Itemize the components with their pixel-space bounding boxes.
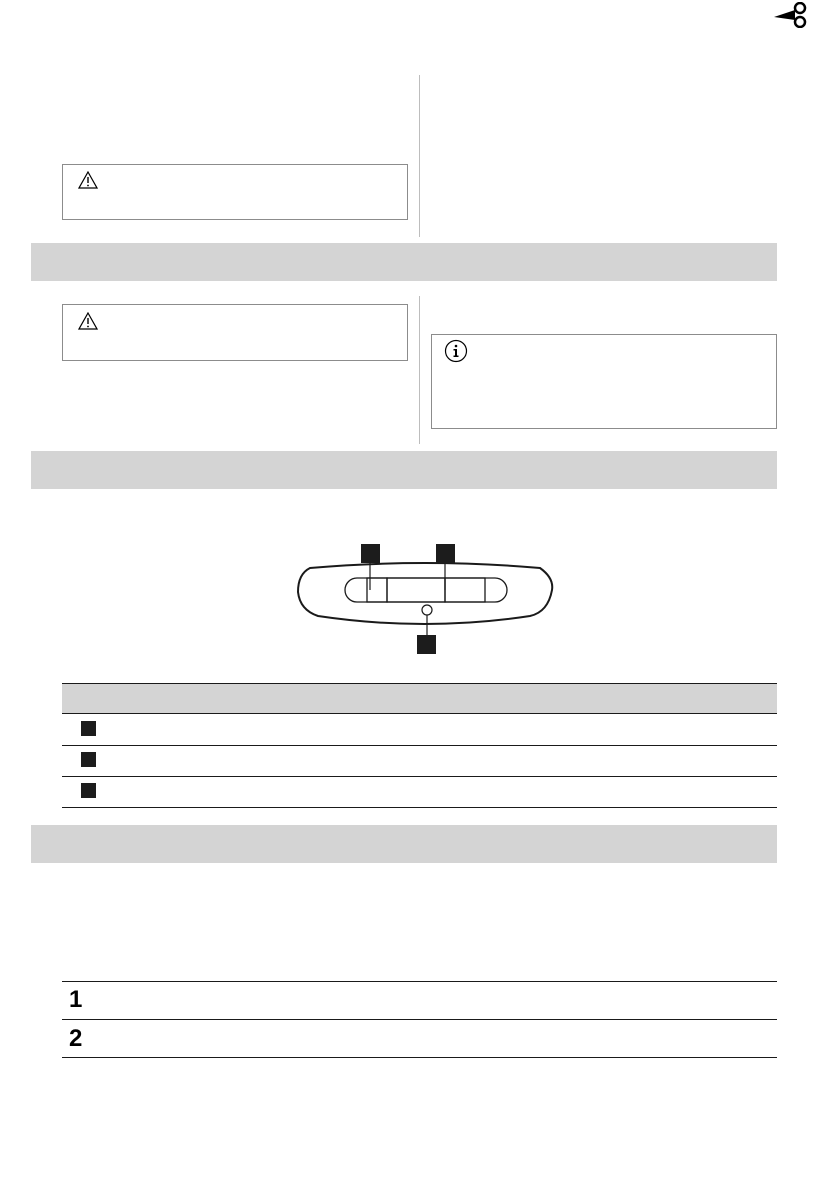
column-divider-top xyxy=(419,75,420,237)
warning-box-top xyxy=(62,164,408,220)
indicator-light xyxy=(422,605,432,615)
function-table-header xyxy=(62,683,777,714)
step-number-1: 1 xyxy=(69,986,83,1013)
steps-table-divider xyxy=(62,1019,777,1020)
section-header-band-3 xyxy=(31,825,777,863)
table-row-divider xyxy=(62,776,777,777)
step-number-2: 2 xyxy=(69,1025,83,1052)
table-row-marker-3 xyxy=(81,783,96,798)
display-slot xyxy=(345,578,507,602)
callout-marker-2 xyxy=(436,544,455,563)
warning-triangle-icon xyxy=(78,171,98,189)
table-row-marker-1 xyxy=(81,721,96,736)
table-row-divider xyxy=(62,807,777,808)
steps-table-bottom-rule xyxy=(62,1057,777,1058)
warning-triangle-icon xyxy=(78,312,98,330)
control-panel-diagram xyxy=(290,540,560,660)
column-divider-middle xyxy=(419,296,420,444)
table-row-marker-2 xyxy=(81,752,96,767)
info-circle-icon xyxy=(444,339,468,363)
callout-marker-1 xyxy=(361,544,380,563)
right-button xyxy=(445,578,485,602)
center-display xyxy=(387,578,445,602)
section-header-band-1 xyxy=(31,243,777,281)
scissors-icon xyxy=(772,2,808,28)
steps-table-top-rule xyxy=(62,981,777,982)
table-row-divider xyxy=(62,745,777,746)
callout-marker-3 xyxy=(417,635,436,654)
section-header-band-2 xyxy=(31,451,777,489)
warning-box-middle xyxy=(62,304,408,361)
info-box xyxy=(431,334,777,429)
